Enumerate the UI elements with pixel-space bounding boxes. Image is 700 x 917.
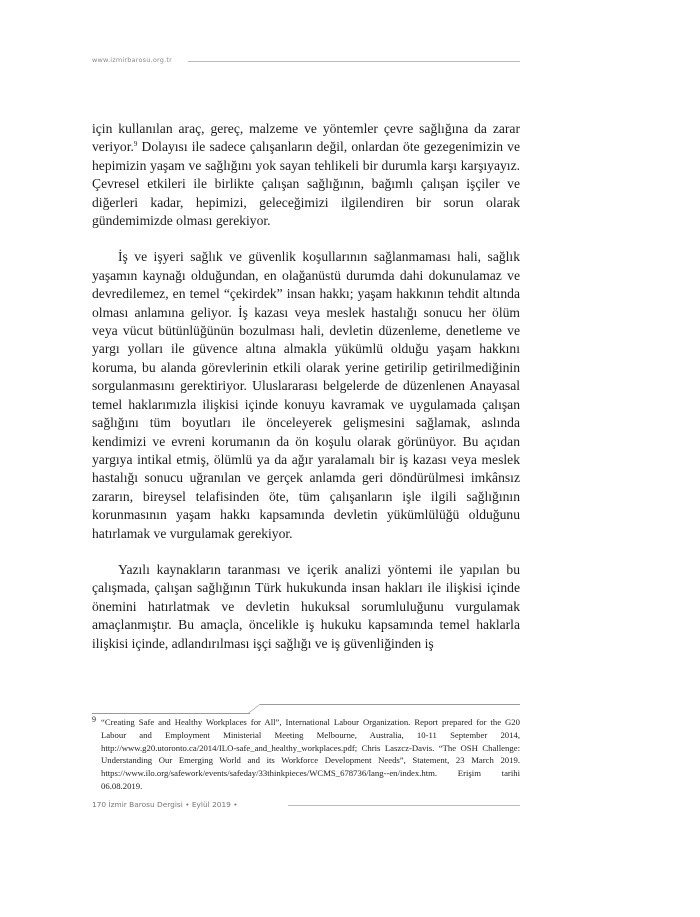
page-footer: [92, 800, 520, 812]
body-text: [92, 120, 520, 653]
header-rule: [188, 61, 520, 62]
footnote-separator-slant: [248, 704, 262, 714]
header-url: www.izmirbarosu.org.tr: [92, 56, 172, 64]
paragraph-1-part-a: için kullanılan araç, gereç, malzeme ve yöntemler çevre sağlığına da zarar veriyor.: [92, 121, 520, 155]
footnote-separator-left: [92, 713, 250, 714]
footnote-number: 9: [92, 715, 96, 724]
footnote: [92, 716, 520, 793]
footnote-separator-right: [260, 704, 520, 705]
page-header: [92, 56, 520, 68]
footnote-text: “Creating Safe and Healthy Workplaces for All”, International Labour Organization. Report prepared for the G20 Labour and Employment Ministerial Meeting Melbourne, Australia, 10-11 September 2014, http://www.g20.utoronto.ca/2014/ILO-safe_and_healthy_workplaces.pdf; Chris Laszcz-Davis. “The OSH Challenge: Understanding Our Emerging World and its Workforce Development Needs”, Statement, 23 March 2019. https://www.ilo.org/safework/events/safeday/33thinkpieces/WCMS_678736/lang--en/index.htm. Erişim tarihi 06.08.2019.: [101, 717, 520, 791]
paragraph-1: [92, 120, 520, 230]
footer-rule: [288, 805, 520, 806]
paragraph-2: İş ve işyeri sağlık ve güvenlik koşullarının sağlanmaması hali, sağlık yaşamın kaynağı olduğundan, en olağanüstü durumda dahi dokunulamaz ve devredilemez, en temel “çekirdek” insan hakkı; yaşam hakkının tehdit altında olması anlamına geliyor. İş kazası veya meslek hastalığı sonucu her ölüm veya vücut bütünlüğünün bozulması hali, devletin düzenleme, denetleme ve yargı yolları ile güvence altına almakla yükümlü olduğu yaşam hakkını koruma, bu alanda görevlerinin etkili olarak yerine getirilip getirilmediğinin sorgulanmasını gerektiriyor. Uluslararası belgelerde de düzenlenen Anayasal temel haklarımızla ilişkisi içinde konuyu kavramak ve uygulamada çalışan sağlığını tüm boyutları ile önceleyerek gelişmesini sağlamak, aslında kendimizi ve evreni korumanın da ön koşulu olarak görünüyor. Bu açıdan yargıya intikal etmiş, ölümlü ya da ağır yaralamalı bir iş kazası veya meslek hastalığı sonucu uğranılan ve gerçek anlamda geri döndürülmesi imkânsız zararın, bireysel telafisinden öte, tüm çalışanların işle ilgili sağlığının korunmasının yaşam hakkı kapsamında devletin yükümlülüğü olduğunu hatırlamak ve vurgulamak gerekiyor.: [92, 249, 520, 541]
paragraph-1-part-b: Dolayısı ile sadece çalışanların değil, onlardan öte gezegenimizin ve hepimizin yaşam ve sağlığını yok sayan tehlikeli bir durumla karşı karşıyayız. Çevresel etkileri ile birlikte çalışan sağlığının, bağımlı çalışan işçiler ve diğerleri kadar, hepimizi, geleceğimizi ilgilendiren bir sorun olarak gündemimizde olması gerekiyor.: [92, 139, 520, 229]
paragraph-3: Yazılı kaynakların taranması ve içerik analizi yöntemi ile yapılan bu çalışmada, çalışan sağlığının Türk hukukunda insan hakları ile ilişkisi içinde önemini hatırlatmak ve devletin hukuksal sorumluluğunu vurgulamak amaçlanmıştır. Bu amaçla, öncelikle iş hukuku kapsamında temel haklarla ilişkisi içinde, adlandırılması işçi sağlığı ve iş güvenliğinden iş: [92, 561, 520, 651]
footnote-reference[interactable]: 9: [133, 140, 138, 149]
footer-text: 170 İzmir Barosu Dergisi • Eylül 2019 •: [92, 800, 238, 809]
